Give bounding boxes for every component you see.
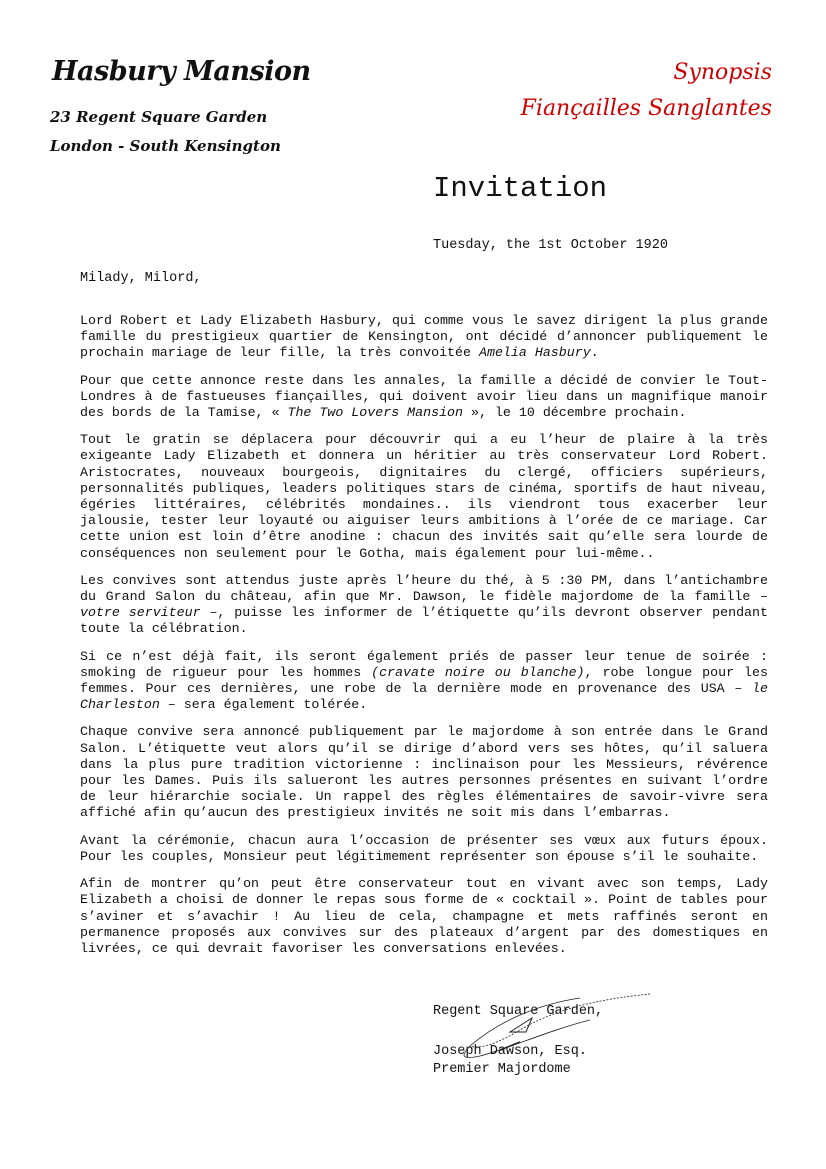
text: –, puisse les informer de l’étiquette qu’ils devront observer pendant toute la célébration. <box>80 605 768 637</box>
synopsis-title: Fiançailles Sanglantes <box>520 96 772 121</box>
paragraph <box>80 876 768 957</box>
text: Les convives sont attendus juste après l’heure du thé, à 5 :30 PM, dans l’antichambre du Grand Salon du château, afin que Mr. Dawson, le fidèle majordome de la famille – <box>80 572 768 605</box>
text: Lord Robert et Lady Elizabeth Hasbury, qui comme vous le savez dirigent la plus grande famille du prestigieux quartier de Kensington, ont décidé d’annoncer publiquement le prochain mariage de leur fille, la très convoitée <box>80 313 768 361</box>
text: Tout le gratin se déplacera pour découvrir qui a eu l’heur de plaire à la très exigeante Lady Elizabeth et donnera un héritier au très conservateur Lord Robert. Aristocrates, nouveaux bourgeois, dignitaires du clergé, officiers supérieurs, personnalités publiques, leaders politiques stars de cinéma, sportifs de haut niveau, égéries littéraires, célébrités mondaines.. ils viendront tous exacerber leur jalousie, tester leur loyauté ou aiguiser leurs ambitions à l’orée de ce mariage. Car cette union est loin d’être anodine : chacun des invités sait qu’elle sera lourde de conséquences non seulement pour le Gotha, mais également pour lui-même.. <box>80 432 768 561</box>
emphasis: le Charleston <box>80 681 768 713</box>
text: Avant la cérémonie, chacun aura l’occasion de présenter ses vœux aux futurs époux. Pour les couples, Monsieur peut légitimement représenter son épouse s’il le souhaite. <box>80 832 768 864</box>
synopsis-label: Synopsis <box>673 60 772 85</box>
emphasis: The Two Lovers Mansion <box>287 405 464 421</box>
paragraph <box>80 833 768 865</box>
salutation: Milady, Milord, <box>80 271 202 286</box>
handwritten-signature <box>440 990 660 1070</box>
text: », le 10 décembre prochain. <box>463 405 687 421</box>
text: – sera également tolérée. <box>159 697 368 713</box>
emphasis: votre serviteur <box>80 605 201 621</box>
letter-date: Tuesday, the 1st October 1920 <box>433 238 668 253</box>
paragraph <box>80 313 768 362</box>
paragraph <box>80 573 768 638</box>
letter-body <box>80 313 768 968</box>
text: Si ce n’est déjà fait, ils seront également priés de passer leur tenue de soirée : smoking de rigueur pour les hommes <box>80 648 768 680</box>
address-line-2: London - South Kensington <box>50 137 281 155</box>
signature-place: Regent Square Garden, <box>433 1004 604 1019</box>
text: Chaque convive sera annoncé publiquement par le majordome à son entrée dans le Grand Salon. L’étiquette veut alors qu’il se dirige d’abord vers ses hôtes, qu’il saluera dans la plus pure tradition victorienne : inclinaison pour les Messieurs, révérence pour les Dames. Puis ils salueront les autres personnes présentes en suivant l’ordre de leur hiérarchie sociale. Un rappel des règles élémentaires de savoir-vivre sera affiché afin qu’aucun des prestigieux invités ne soit mis dans l’embarras. <box>80 724 768 821</box>
signature-role: Premier Majordome <box>433 1062 571 1077</box>
paragraph <box>80 432 768 562</box>
document-title: Invitation <box>433 172 608 205</box>
mansion-name: Hasbury Mansion <box>52 56 311 87</box>
text: Pour que cette annonce reste dans les annales, la famille a décidé de convier le Tout-Londres à de fastueuses fiançailles, qui doivent avoir lieu dans un magnifique manoir des bords de la Tamise, « <box>80 372 768 421</box>
paragraph <box>80 724 768 821</box>
text: , robe longue pour les femmes. Pour ces dernières, une robe de la dernière mode en provenance des USA – <box>80 664 768 697</box>
address-line-1: 23 Regent Square Garden <box>50 108 268 126</box>
emphasis: Amelia Hasbury <box>478 345 591 361</box>
text: Afin de montrer qu’on peut être conservateur tout en vivant avec son temps, Lady Elizabeth a choisi de donner le repas sous forme de « cocktail ». Point de tables pour s’aviner et s’avachir ! Au lieu de cela, champagne et mets raffinés seront en permanence proposés aux convives sur des plateaux d’argent par des domestiques en livrées, ce qui devrait favoriser les conversations enlevées. <box>80 876 768 956</box>
text: . <box>590 345 599 361</box>
signature-name: Joseph Dawson, Esq. <box>433 1044 587 1059</box>
emphasis: (cravate noire ou blanche) <box>371 664 585 680</box>
paragraph <box>80 373 768 422</box>
paragraph <box>80 649 768 714</box>
